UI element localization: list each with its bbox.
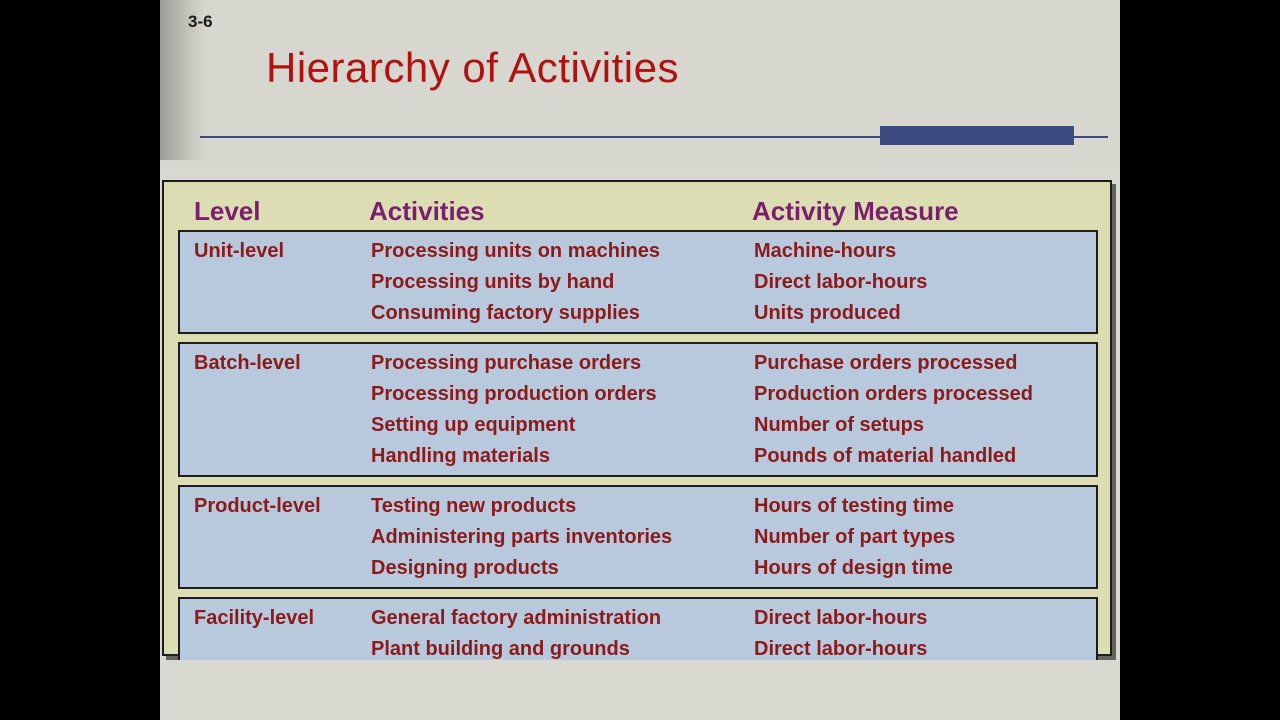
activity-measure-text: Direct labor-hours — [754, 607, 928, 629]
table-group-unit-level — [178, 230, 1098, 334]
slide-number: 3-6 — [188, 12, 213, 31]
activity-measure-text: Production orders processed — [754, 383, 1033, 405]
activity-measure-text: Direct labor-hours — [754, 638, 928, 660]
activity-measure-text: Number of setups — [754, 414, 925, 436]
group-level-label: Unit-level — [194, 240, 285, 262]
title-accent-block — [880, 126, 1074, 145]
table-row — [180, 302, 1096, 333]
activity-text: Handling materials — [371, 445, 550, 467]
table-row — [180, 383, 1096, 414]
activity-measure-text: Purchase orders processed — [754, 352, 1018, 374]
activity-hierarchy-table — [162, 180, 1112, 660]
group-level-label: Product-level — [194, 495, 321, 517]
table-row — [180, 271, 1096, 302]
activity-text: Processing purchase orders — [371, 352, 642, 374]
activity-text: Processing production orders — [371, 383, 657, 405]
activity-text: Consuming factory supplies — [371, 302, 640, 324]
table-row — [180, 240, 1096, 271]
table-group-product-level — [178, 485, 1098, 589]
activity-measure-text: Hours of testing time — [754, 495, 955, 517]
activity-measure-text: Units produced — [754, 302, 901, 324]
table-row — [180, 557, 1096, 588]
table-row — [180, 445, 1096, 476]
table-row — [180, 607, 1096, 638]
group-rows — [180, 487, 1096, 588]
slide-footer-strip — [162, 660, 1120, 720]
table-row — [180, 526, 1096, 557]
activity-text: Processing units on machines — [371, 240, 660, 262]
group-rows — [180, 232, 1096, 333]
group-rows — [180, 599, 1096, 669]
activity-measure-text: Direct labor-hours — [754, 271, 928, 293]
activity-measure-text: Machine-hours — [754, 240, 897, 262]
activity-text: Administering parts inventories — [371, 526, 673, 548]
table-group-batch-level — [178, 342, 1098, 477]
activity-measure-text: Pounds of material handled — [754, 445, 1017, 467]
activity-measure-text: Number of part types — [754, 526, 956, 548]
letterbox-right — [1120, 0, 1280, 720]
activity-measure-text: Hours of design time — [754, 557, 953, 579]
table-row — [180, 495, 1096, 526]
group-level-label: Facility-level — [194, 607, 315, 629]
activity-text: General factory administration — [371, 607, 662, 629]
group-level-label: Batch-level — [194, 352, 301, 374]
activity-text: Testing new products — [371, 495, 577, 517]
letterbox-left — [0, 0, 160, 720]
group-rows — [180, 344, 1096, 476]
activity-text: Setting up equipment — [371, 414, 576, 436]
activity-text: Designing products — [371, 557, 559, 579]
column-header-level: Level — [194, 196, 261, 226]
column-header-activities: Activities — [369, 196, 485, 226]
table-row — [180, 352, 1096, 383]
activity-text: Processing units by hand — [371, 271, 615, 293]
column-header-activity-measure: Activity Measure — [752, 196, 959, 226]
table-row — [180, 414, 1096, 445]
activity-text: Plant building and grounds — [371, 638, 630, 660]
table-column-headers — [164, 182, 1110, 230]
page-title: Hierarchy of Activities — [266, 44, 679, 91]
